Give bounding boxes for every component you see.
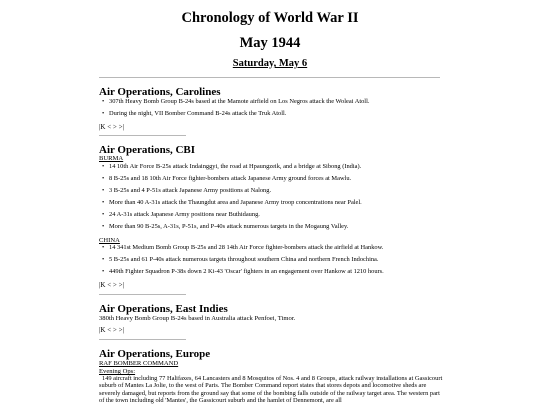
section-nav xyxy=(99,281,124,289)
section-heading-carolines: Air Operations, Carolines xyxy=(99,86,221,98)
section-paragraph: 149 aircraft including 77 Halifaxes, 64 Lancasters and 8 Mosquitos of Nos. 4 and 8 Groups, attack railway installations at Gassicourt suburb of Mantes La Jolie, to the west of Paris. The Bomber Command report states that stores depots and locomotive sheds are severely damaged, but reports from the ground say that some of the bombing falls outside of the railway target area. The western part of the town including old 'Mantes', the Gassicourt suburb and the hamlet of Dennemont, are all xyxy=(99,375,443,405)
month-heading: May 1944 xyxy=(239,35,301,51)
section-heading-europe: Air Operations, Europe xyxy=(99,348,211,360)
section-divider xyxy=(99,294,186,295)
nav-last-link[interactable]: >| xyxy=(118,123,124,131)
subsection-china: CHINA xyxy=(99,237,120,244)
nav-prev-link[interactable]: < xyxy=(107,326,112,334)
subsection-raf-bomber-command: RAF BOMBER COMMAND xyxy=(99,360,179,367)
divider xyxy=(99,77,440,78)
section-divider xyxy=(99,339,186,340)
section-nav xyxy=(99,326,124,334)
page-title: Chronology of World War II xyxy=(181,10,359,26)
date-heading: Saturday, May 6 xyxy=(232,58,308,69)
section-heading-cbi: Air Operations, CBI xyxy=(99,144,196,156)
nav-prev-link[interactable]: < xyxy=(107,123,112,131)
nav-first-link[interactable]: |K xyxy=(99,123,106,131)
nav-last-link[interactable]: >| xyxy=(118,281,124,289)
subsection-evening-ops: Evening Ops: xyxy=(99,368,136,375)
nav-prev-link[interactable]: < xyxy=(107,281,112,289)
nav-last-link[interactable]: >| xyxy=(118,326,124,334)
nav-next-link[interactable]: > xyxy=(112,326,117,334)
section-heading-east-indies: Air Operations, East Indies xyxy=(99,303,228,315)
nav-first-link[interactable]: |K xyxy=(99,326,106,334)
nav-next-link[interactable]: > xyxy=(112,281,117,289)
subsection-burma: BURMA xyxy=(99,155,124,162)
section-divider xyxy=(99,135,186,136)
nav-next-link[interactable]: > xyxy=(112,123,117,131)
nav-first-link[interactable]: |K xyxy=(99,281,106,289)
section-text: 380th Heavy Bomb Group B-24s based in Australia attack Penfoei, Timor. xyxy=(99,315,296,322)
section-nav xyxy=(99,123,124,131)
